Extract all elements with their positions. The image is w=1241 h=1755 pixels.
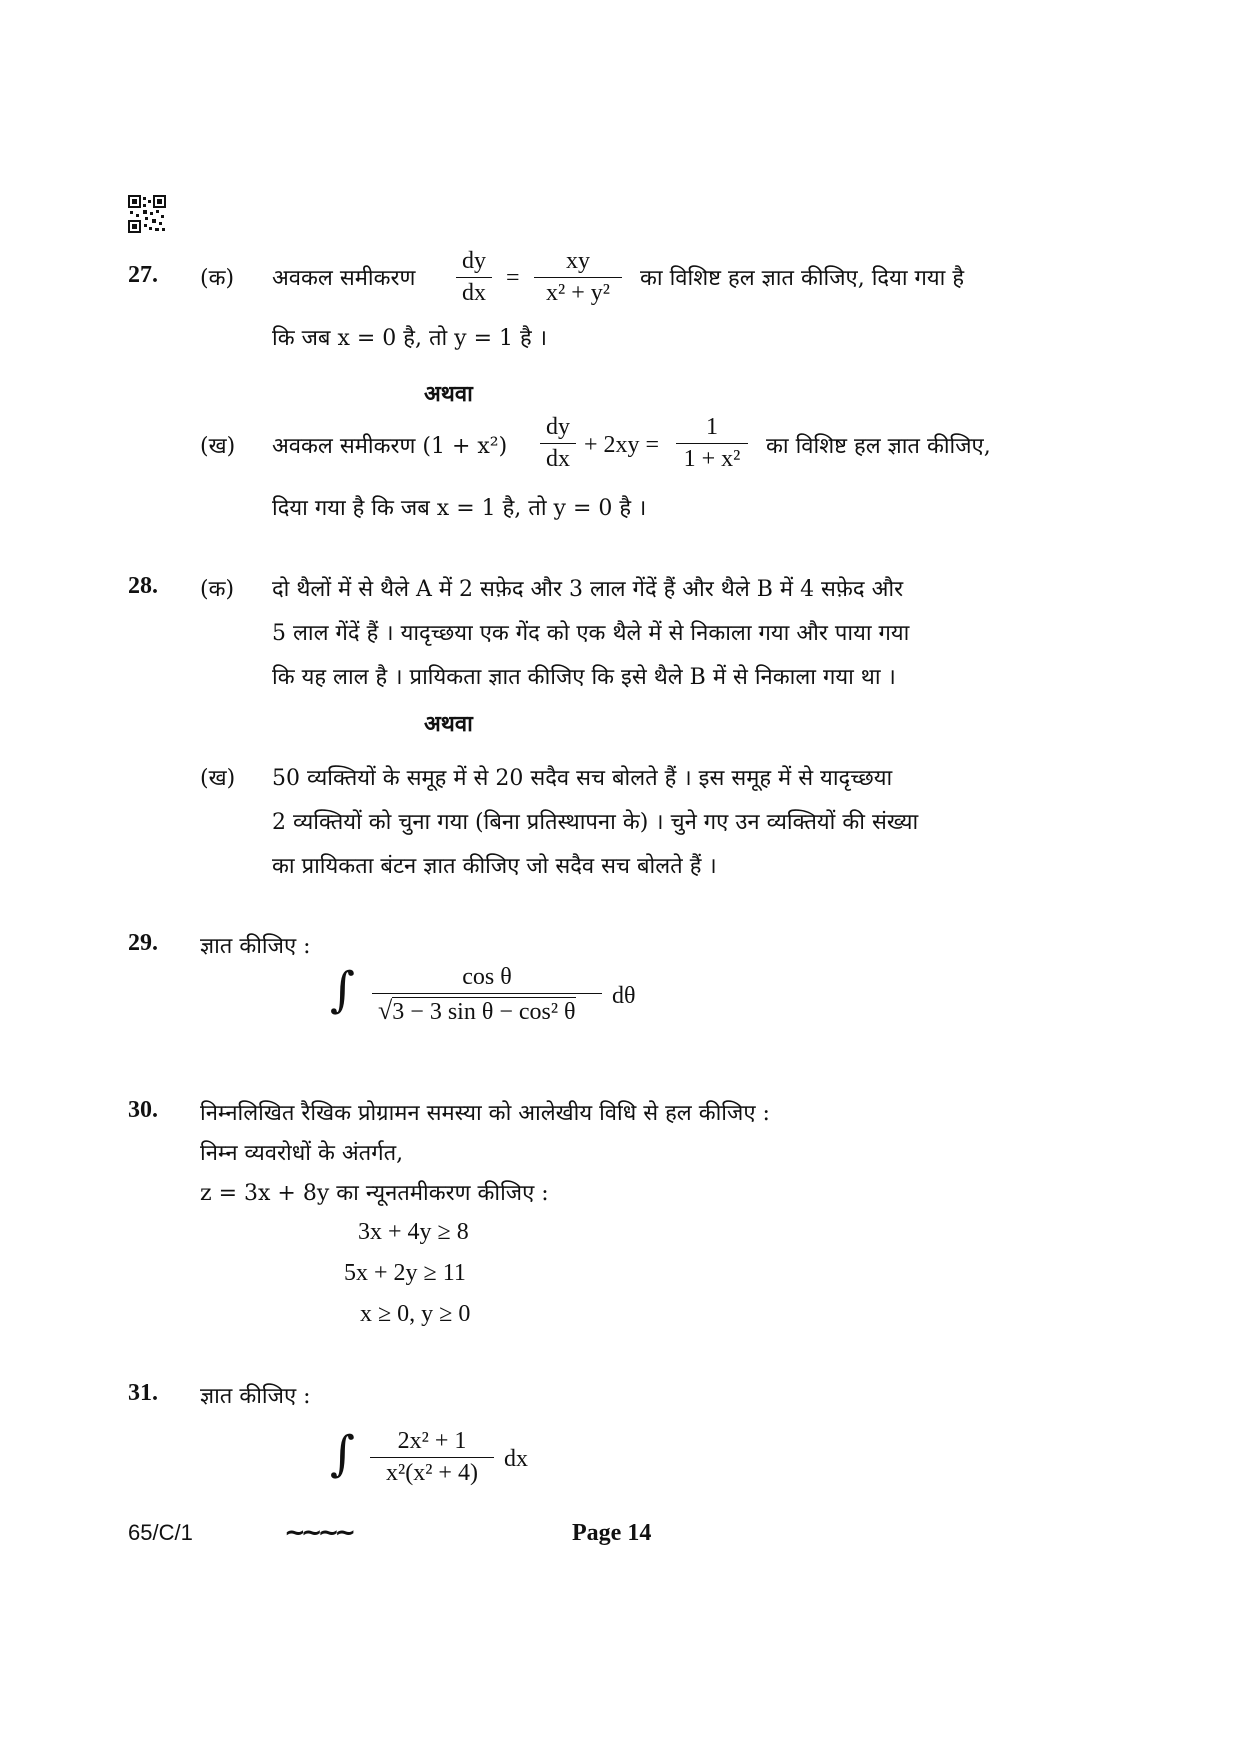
q27a-dydx: [456, 248, 492, 307]
q27a-line2: कि जब x = 0 है, तो y = 1 है ।: [272, 326, 548, 351]
q29-differential: dθ: [612, 983, 636, 1009]
q27b-prefix: अवकल समीकरण (1 + x²): [272, 434, 508, 459]
q30-constraint-3: x ≥ 0, y ≥ 0: [360, 1301, 471, 1327]
q27a-suffix: का विशिष्ट हल ज्ञात कीजिए, दिया गया है: [640, 266, 965, 291]
q28a-line-1: दो थैलों में से थैले A में 2 सफ़ेद और 3 लाल गेंदें हैं और थैले B में 4 सफ़ेद और: [272, 577, 904, 602]
q28a-line-2: 5 लाल गेंदें हैं । यादृच्छया एक गेंद को एक थैले में से निकाला गया और पाया गया: [272, 621, 910, 646]
q27b-suffix: का विशिष्ट हल ज्ञात कीजिए,: [766, 434, 991, 459]
q27a-prefix: अवकल समीकरण: [272, 266, 416, 291]
q27-number: 27.: [128, 262, 158, 288]
q27b-label: (ख): [200, 434, 236, 459]
q31-fraction: [370, 1428, 494, 1487]
q27a-dy: dy: [462, 248, 486, 274]
q29-integral-sign: ∫: [330, 962, 356, 1018]
q28-number: 28.: [128, 573, 158, 599]
q28-athva: अथवा: [424, 711, 473, 737]
q27b-dx: dx: [546, 446, 570, 472]
q30-line-3: z = 3x + 8y का न्यूनतमीकरण कीजिए :: [200, 1181, 549, 1206]
q28b-line-1: 50 व्यक्तियों के समूह में से 20 सदैव सच बोलते हैं । इस समूह में से यादृच्छया: [272, 766, 893, 791]
q30-constraint-2: 5x + 2y ≥ 11: [344, 1260, 466, 1286]
qr-code-icon: [128, 195, 166, 233]
paper-code: 65/C/1: [128, 1520, 193, 1545]
q27b-rhs-den: 1 + x²: [683, 446, 741, 472]
q27a-rhs-den: x² + y²: [546, 280, 610, 306]
q27b-rhs-num: 1: [706, 414, 718, 440]
q30-number: 30.: [128, 1097, 158, 1123]
page-number: Page 14: [572, 1520, 652, 1546]
q29-number: 29.: [128, 930, 158, 956]
q31-numerator: 2x² + 1: [397, 1428, 467, 1454]
q28a-line-3: कि यह लाल है । प्रायिकता ज्ञात कीजिए कि इसे थैले B में से निकाला गया था ।: [272, 665, 896, 690]
q28b-label: (ख): [200, 766, 236, 791]
q27b-rhs: [676, 414, 748, 473]
q27b-dy: dy: [546, 414, 570, 440]
tilde-ornament: ~~~~: [284, 1518, 352, 1548]
q29-sqrt-icon: √: [378, 996, 393, 1025]
q27-athva: अथवा: [424, 381, 473, 407]
q31-integral-sign: ∫: [330, 1426, 356, 1482]
q28b-line-3: का प्रायिकता बंटन ज्ञात कीजिए जो सदैव सच बोलते हैं ।: [272, 854, 717, 879]
q27a-equals: =: [506, 265, 520, 291]
q31-text: ज्ञात कीजिए :: [200, 1384, 311, 1409]
q29-numerator: cos θ: [462, 964, 512, 990]
q28a-label: (क): [200, 577, 235, 602]
q31-differential: dx: [504, 1446, 528, 1472]
q31-denominator: x²(x² + 4): [386, 1460, 478, 1486]
q30-line-2: निम्न व्यवरोधों के अंतर्गत,: [200, 1141, 404, 1166]
q27a-rhs: [534, 248, 622, 307]
q27a-rhs-num: xy: [566, 248, 590, 274]
q27a-dx: dx: [462, 280, 486, 306]
q31-number: 31.: [128, 1380, 158, 1406]
q27b-middle: + 2xy =: [584, 432, 660, 458]
q29-text: ज्ञात कीजिए :: [200, 934, 311, 959]
q29-fraction: [372, 964, 602, 1026]
q27b-dydx: [540, 414, 576, 473]
q30-constraint-1: 3x + 4y ≥ 8: [358, 1219, 469, 1245]
q27a-label: (क): [200, 266, 235, 291]
q29-denominator: 3 − 3 sin θ − cos² θ: [392, 999, 576, 1025]
q30-line-1: निम्नलिखित रैखिक प्रोग्रामन समस्या को आलेखीय विधि से हल कीजिए :: [200, 1101, 770, 1126]
q28b-line-2: 2 व्यक्तियों को चुना गया (बिना प्रतिस्थापना के) । चुने गए उन व्यक्तियों की संख्या: [272, 810, 919, 835]
q27b-line2: दिया गया है कि जब x = 1 है, तो y = 0 है ।: [272, 496, 647, 521]
